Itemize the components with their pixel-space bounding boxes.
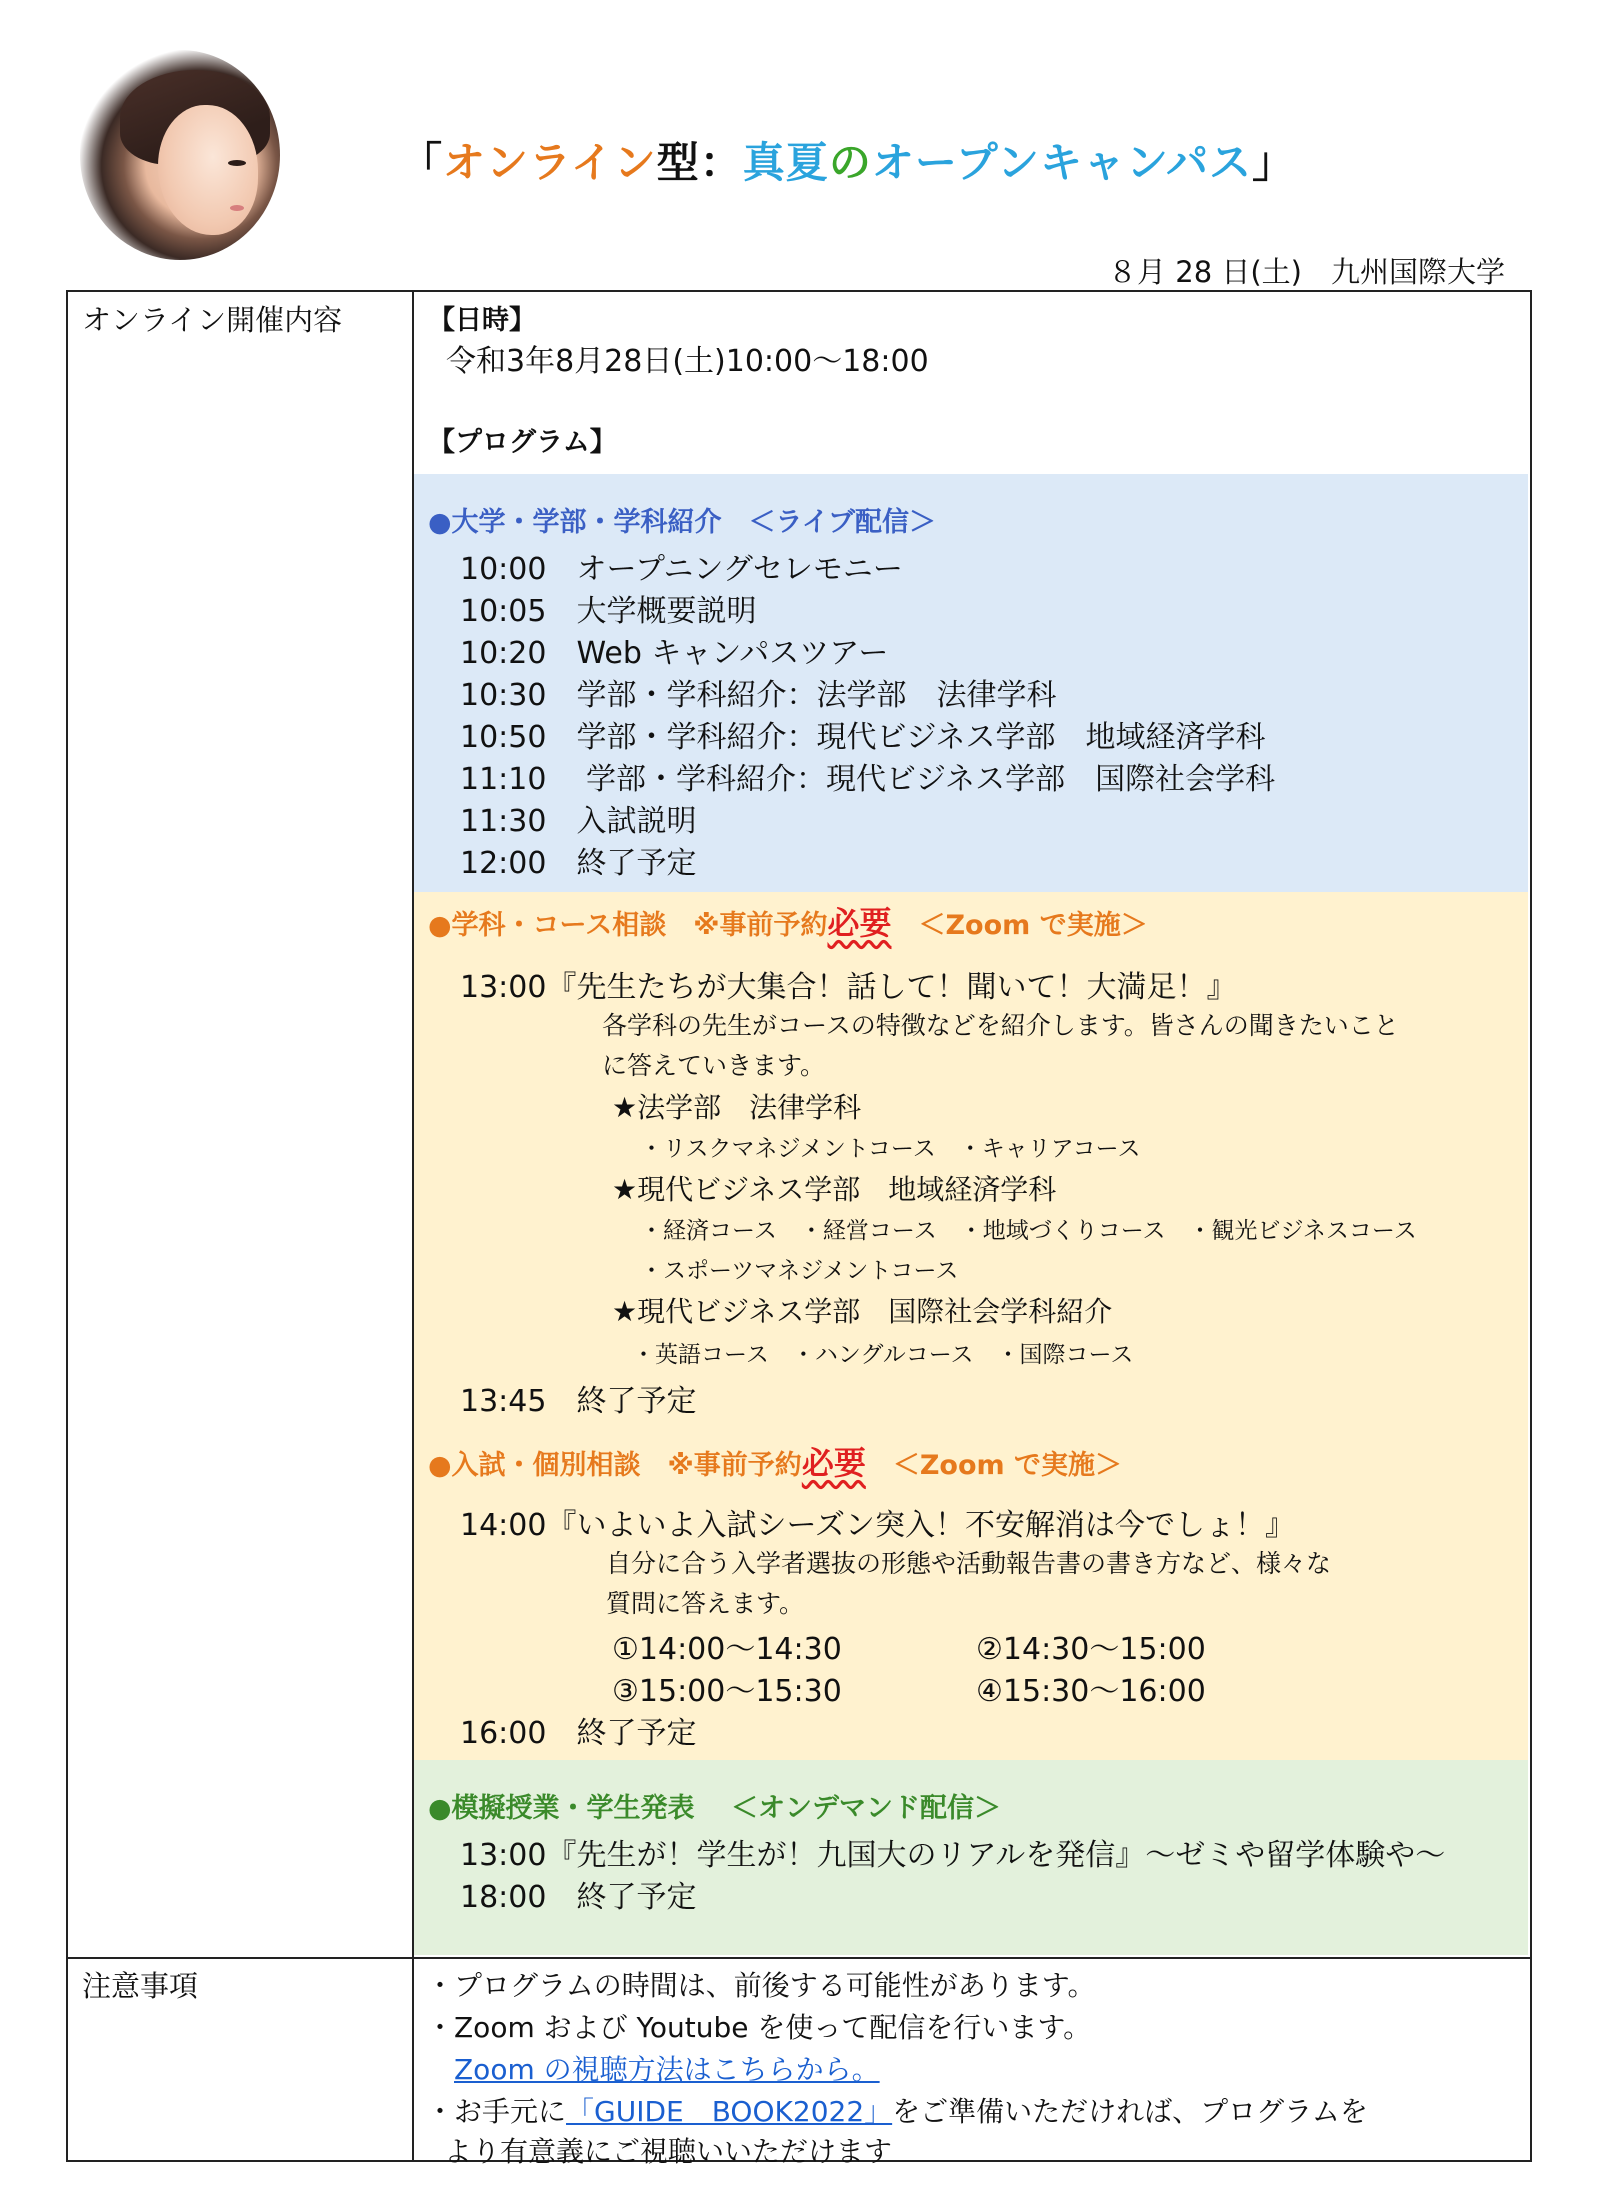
title-segment: オープンキャンパス	[871, 138, 1253, 187]
live-item: 10:30 学部・学科紹介：法学部 法律学科	[460, 678, 1057, 713]
exam-desc-1: 自分に合う入学者選抜の形態や活動報告書の書き方など、様々な	[606, 1549, 1332, 1578]
datetime-heading: 【日時】	[428, 305, 536, 336]
exam-title-a: ●入試・個別相談 ※事前予約	[428, 1450, 802, 1481]
photo-face	[158, 105, 258, 235]
note-line-3-prefix: ・お手元に	[426, 2095, 567, 2128]
title-segment: 「	[400, 138, 444, 187]
dept-law: ★法学部 法律学科	[612, 1091, 862, 1124]
dept-regional-economy-courses: ・経済コース ・経営コース ・地域づくりコース ・観光ビジネスコース	[640, 1218, 1417, 1244]
photo-lip	[230, 205, 244, 211]
student-photo	[80, 50, 280, 260]
note-line-3	[426, 2090, 1368, 2130]
exam-title-b: ＜Zoom で実施＞	[865, 1450, 1123, 1481]
exam-slot-2: ②14:30～15:00	[976, 1632, 1206, 1667]
note-line-3-suffix: をご準備いただければ、プログラムを	[892, 2095, 1368, 2128]
dept-regional-economy-courses-2: ・スポーツマネジメントコース	[640, 1258, 959, 1284]
exam-section-title	[428, 1438, 1122, 1484]
consult-desc-2: に答えていきます。	[602, 1051, 826, 1080]
note-line-2: ・Zoom および Youtube を使って配信を行います。	[426, 2011, 1092, 2044]
note-line-4: より有意義にご視聴いいただけます	[444, 2135, 893, 2168]
consult-event: 13:00『先生たちが大集合！話して！聞いて！大満足！』	[460, 970, 1237, 1005]
consult-section-title	[428, 898, 1148, 944]
program-table	[66, 290, 1532, 2168]
live-item: 11:10 学部・学科紹介：現代ビジネス学部 国際社会学科	[460, 762, 1276, 797]
dept-international-courses: ・英語コース ・ハングルコース ・国際コース	[632, 1342, 1134, 1368]
dept-international: ★現代ビジネス学部 国際社会学科紹介	[612, 1295, 1113, 1328]
title-segment: の	[828, 138, 872, 187]
exam-required-mark: 必要	[801, 1444, 866, 1482]
ondemand-event: 13:00『先生が！学生が！九国大のリアルを発信』～ゼミや留学体験や～	[460, 1838, 1446, 1873]
title-segment: 」	[1252, 138, 1296, 187]
guide-book-link[interactable]: 「GUIDE BOOK2022」	[566, 2095, 893, 2128]
title-segment: オンライン	[443, 138, 657, 187]
consult-end: 13:45 終了予定	[460, 1384, 697, 1419]
photo-eye	[228, 160, 246, 166]
exam-slot-4: ④15:30～16:00	[976, 1674, 1206, 1709]
row-divider	[68, 1957, 1530, 1959]
consult-required-mark: 必要	[827, 904, 892, 942]
datetime-value: 令和3年8月28日(土)10:00～18:00	[446, 344, 929, 379]
ondemand-section-title: ●模擬授業・学生発表 ＜オンデマンド配信＞	[428, 1793, 1001, 1824]
title-segment: ：	[699, 138, 743, 187]
row-label-notes: 注意事項	[82, 1969, 199, 2003]
title-segment: 型	[656, 138, 700, 187]
page-title	[400, 130, 1295, 190]
consult-title-a: ●学科・コース相談 ※事前予約	[428, 910, 828, 941]
consult-title-b: ＜Zoom で実施＞	[891, 910, 1148, 941]
zoom-howto-link[interactable]: Zoom の視聴方法はこちらから。	[454, 2053, 880, 2086]
dept-regional-economy: ★現代ビジネス学部 地域経済学科	[612, 1173, 1057, 1206]
live-item: 10:05 大学概要説明	[460, 594, 757, 629]
exam-event: 14:00『いよいよ入試シーズン突入！不安解消は今でしょ！』	[460, 1508, 1295, 1543]
live-item: 10:50 学部・学科紹介：現代ビジネス学部 地域経済学科	[460, 720, 1266, 755]
live-item: 12:00 終了予定	[460, 846, 697, 881]
exam-end: 16:00 終了予定	[460, 1716, 697, 1751]
live-section-title: ●大学・学部・学科紹介 ＜ライブ配信＞	[428, 507, 936, 538]
note-line-1: ・プログラムの時間は、前後する可能性があります。	[426, 1969, 1096, 2002]
dept-law-courses: ・リスクマネジメントコース ・キャリアコース	[640, 1136, 1141, 1162]
live-item: 10:20 Web キャンパスツアー	[460, 636, 889, 671]
live-item: 11:30 入試説明	[460, 804, 697, 839]
program-heading: 【プログラム】	[428, 427, 617, 458]
row-label-content: オンライン開催内容	[82, 303, 343, 337]
exam-slot-1: ①14:00～14:30	[612, 1632, 842, 1667]
title-segment: 真夏	[742, 138, 829, 187]
exam-slot-3: ③15:00～15:30	[612, 1674, 842, 1709]
exam-desc-2: 質問に答えます。	[606, 1589, 805, 1618]
consult-desc-1: 各学科の先生がコースの特徴などを紹介します。皆さんの聞きたいこと	[602, 1011, 1399, 1040]
date-organizer: ８月 28 日(土) 九州国際大学	[1108, 255, 1505, 289]
live-item: 10:00 オープニングセレモニー	[460, 552, 903, 587]
ondemand-end: 18:00 終了予定	[460, 1880, 697, 1915]
